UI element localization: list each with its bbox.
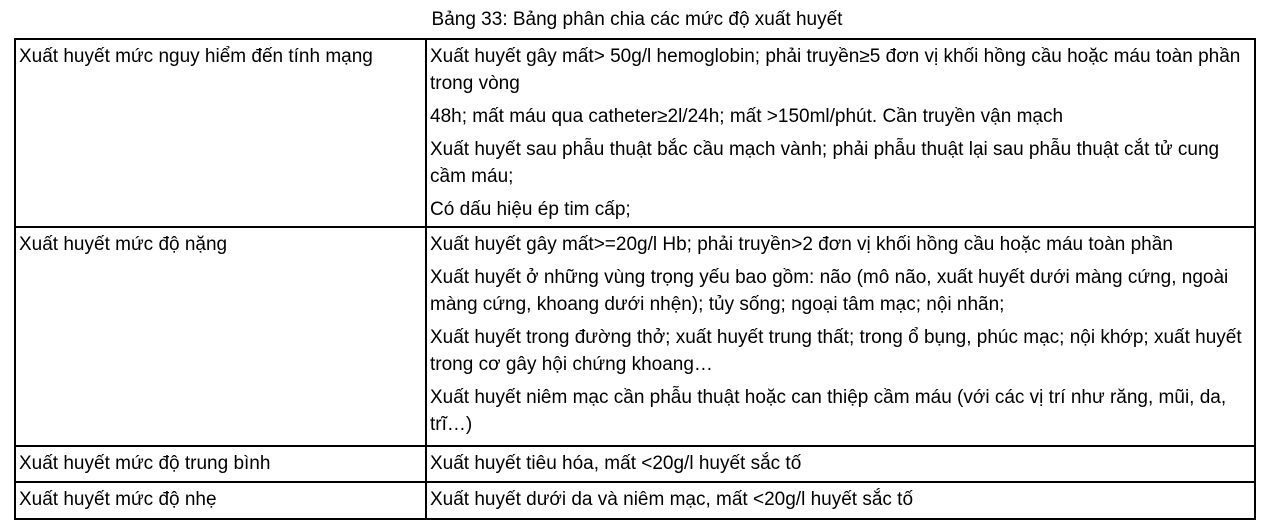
criteria-paragraph: Xuất huyết sau phẫu thuật bắc cầu mạch vành; phải phẫu thuật lại sau phẫu thuật cắt tử cung cầm máu;: [430, 139, 1220, 187]
criteria-paragraph: Xuất huyết dưới da và niêm mạc, mất <20g/l huyết sắc tố: [430, 489, 914, 510]
table-row-life-threatening: [15, 39, 1255, 227]
criteria-paragraph: Xuất huyết gây mất> 50g/l hemoglobin; phải truyền≥5 đơn vị khối hồng cầu hoặc máu toàn phần trong vòng: [430, 46, 1241, 94]
criteria-cell: [426, 446, 1255, 482]
criteria-cell: [426, 39, 1255, 227]
criteria-cell: [426, 482, 1255, 519]
severity-level-cell: Xuất huyết mức độ trung bình: [15, 446, 426, 482]
criteria-paragraph: Xuất huyết niêm mạc cần phẫu thuật hoặc can thiệp cầm máu (với các vị trí như răng, mũi, da, trĩ…): [430, 387, 1227, 435]
criteria-paragraph: Xuất huyết tiêu hóa, mất <20g/l huyết sắc tố: [430, 453, 802, 474]
severity-level-cell: Xuất huyết mức nguy hiểm đến tính mạng: [15, 39, 426, 227]
table-caption: Bảng 33: Bảng phân chia các mức độ xuất huyết: [431, 9, 843, 30]
criteria-cell: [426, 227, 1255, 446]
severity-level-cell: Xuất huyết mức độ nhẹ: [15, 482, 426, 519]
criteria-paragraph: Xuất huyết gây mất>=20g/l Hb; phải truyền>2 đơn vị khối hồng cầu hoặc máu toàn phần: [430, 234, 1173, 255]
criteria-paragraph: 48h; mất máu qua catheter≥2l/24h; mất >150ml/phút. Cần truyền vận mạch: [430, 106, 1064, 127]
table-row-mild: [15, 482, 1255, 519]
criteria-paragraph: Xuất huyết trong đường thở; xuất huyết trung thất; trong ổ bụng, phúc mạc; nội khớp; xuất huyết trong cơ gây hội chứng khoang…: [430, 327, 1242, 375]
table-row-moderate: [15, 446, 1255, 482]
criteria-paragraph: Có dấu hiệu ép tim cấp;: [430, 199, 631, 220]
criteria-paragraph: Xuất huyết ở những vùng trọng yếu bao gồm: não (mô não, xuất huyết dưới màng cứng, ngoài màng cứng, khoang dưới nhện); tủy sống; ngoại tâm mạc; nội nhãn;: [430, 267, 1229, 315]
bleeding-severity-table: [14, 38, 1256, 520]
severity-level-cell: Xuất huyết mức độ nặng: [15, 227, 426, 446]
table-row-severe: [15, 227, 1255, 446]
